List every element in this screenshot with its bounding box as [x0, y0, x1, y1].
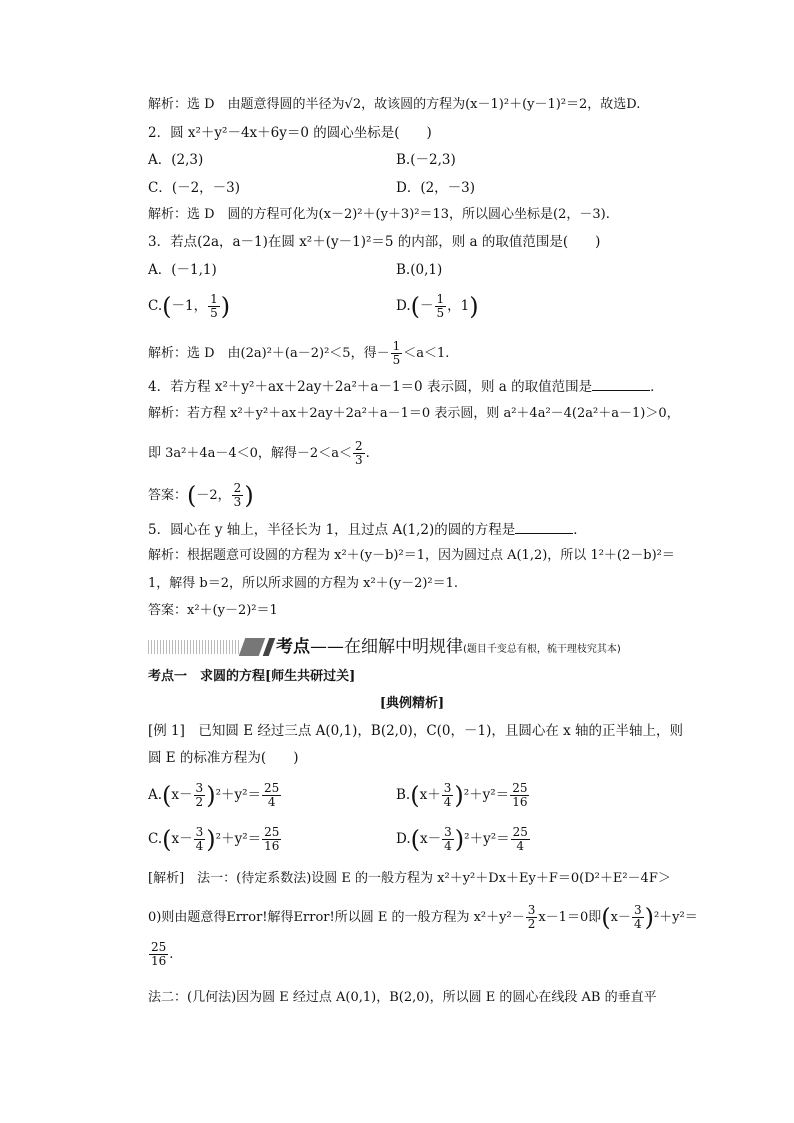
section-banner — [148, 636, 688, 658]
q2-option-d: D．(2，－3) — [396, 180, 476, 196]
fraction: $\frac{3}{4}$ — [633, 903, 642, 931]
answer-q5: 答案：x²＋(y－2)²＝1 — [148, 603, 278, 618]
q3-option-c: C.(－1， $\frac{1}{5}$ ) — [148, 292, 231, 321]
solution-q2: 解析：选 D 圆的方程可化为(x－2)²＋(y＋3)²＝13，所以圆心坐标是(2，－3). — [148, 207, 610, 222]
banner-title: 考点——在细解中明规律(题目千变总有根，梳干理枝究其本) — [276, 637, 621, 657]
q2-option-a: A．(2,3) — [148, 152, 204, 168]
q2-option-c: C．(－2，－3) — [148, 180, 241, 196]
banner-slash-decoration — [263, 638, 276, 656]
analysis-method2: 法二：(几何法)因为圆 E 经过点 A(0,1)，B(2,0)，所以圆 E 的圆心在线段 AB 的垂直平 — [148, 990, 657, 1005]
fraction: $\frac{1}{5}$ — [436, 292, 445, 320]
q3d-label: D. — [396, 298, 411, 314]
solution-q5-line1: 解析：根据题意可设圆的方程为 x²＋(y－b)²＝1，因为圆过点 A(1,2)，所以 1²＋(2－b)²＝ — [148, 548, 675, 563]
fraction: $\frac{3}{2}$ — [195, 781, 204, 809]
fraction: $\frac{2}{3}$ — [354, 439, 363, 467]
fraction: $\frac{25}{16}$ — [264, 825, 280, 853]
fraction: $\frac{1}{5}$ — [392, 339, 401, 367]
q3c-label: C. — [148, 298, 163, 314]
solution-q1: 解析：选 D 由题意得圆的半径为√2，故该圆的方程为(x－1)²＋(y－1)²＝2，故选D. — [148, 97, 641, 112]
question-2: 2．圆 x²＋y²－4x＋6y＝0 的圆心坐标是( ) — [148, 125, 432, 141]
ex1-option-c: C.(x－ $\frac{3}{4}$ )²＋y²＝ $\frac{25}{16}$ — [148, 825, 280, 854]
answer-blank — [515, 519, 573, 534]
fraction: $\frac{1}{5}$ — [210, 292, 218, 320]
q3c-inner: －1， — [171, 298, 208, 314]
fraction: $\frac{2}{3}$ — [233, 481, 242, 509]
solution-q5-line2: 1，解得 b＝2，所以所求圆的方程为 x²＋(y－2)²＝1. — [148, 576, 459, 591]
question-4: 4．若方程 x²＋y²＋ax＋2ay＋2a²＋a－1＝0 表示圆，则 a 的取值范围是 ． — [148, 376, 676, 397]
question-5: 5．圆心在 y 轴上，半径长为 1，且过点 A(1,2)的圆的方程是 ． — [148, 519, 676, 540]
ex1-option-d: D.(x－ $\frac{3}{4}$ )²＋y²＝ $\frac{25}{4}$ — [396, 825, 528, 854]
fraction: $\frac{3}{4}$ — [444, 825, 452, 853]
fraction: $\frac{25}{16}$ — [512, 781, 528, 809]
section-heading: 考点一 求圆的方程[师生共研过关] — [148, 669, 356, 684]
q3-option-a: A．(－1,1) — [148, 262, 217, 278]
q2-option-b: B.(－2,3) — [396, 152, 456, 168]
question-3: 3．若点(2a，a－1)在圆 x²＋(y－1)²＝5 的内部，则 a 的取值范围是( ) — [148, 234, 601, 250]
q3-option-b: B.(0,1) — [396, 262, 443, 278]
solution-q4-line2: 即 3a²＋4a－4＜0，解得－2＜a＜ $\frac{2}{3}$ . — [148, 439, 370, 467]
ex1-option-a: A.(x－ $\frac{3}{2}$ )²＋y²＝ $\frac{25}{4}$ — [148, 781, 280, 810]
q3d-inner: ，1 — [447, 298, 470, 314]
analysis-method1-line2: 0)则由题意得Error!解得Error!所以圆 E 的一般方程为 x²＋y²－ $\frac{3}{2}$ x－1＝0即(x－ $\frac{3}{4}$ )²＋y²＝ — [148, 903, 698, 932]
analysis-method1-line3: $\frac{25}{16}$ . — [151, 940, 174, 968]
fraction: $\frac{3}{2}$ — [527, 903, 536, 931]
example-1-line1: [例 1] 已知圆 E 经过三点 A(0,1)，B(2,0)，C(0，－1)，且圆心在 x 轴的正半轴上，则 — [148, 723, 684, 739]
answer-q4: 答案：(－2， $\frac{2}{3}$ ) — [148, 481, 254, 510]
fraction: $\frac{25}{4}$ — [512, 825, 528, 853]
analysis-method1-line1: [解析] 法一：(待定系数法)设圆 E 的一般方程为 x²＋y²＋Dx＋Ey＋F＝0(D²＋E²－4F＞ — [148, 871, 671, 886]
banner-slash-decoration — [239, 638, 266, 656]
solution-q3: 解析：选 D 由(2a)²＋(a－2)²＜5，得－ $\frac{1}{5}$ ＜a＜1. — [148, 339, 450, 367]
solution-q4-line1: 解析：若方程 x²＋y²＋ax＋2ay＋2a²＋a－1＝0 表示圆，则 a²＋4a²－4(2a²＋a－1)＞0， — [148, 406, 680, 421]
fraction: $\frac{3}{4}$ — [195, 825, 204, 853]
ex1-option-b: B.(x＋ $\frac{3}{4}$ )²＋y²＝ $\frac{25}{16}$ — [396, 781, 528, 810]
fraction: $\frac{3}{4}$ — [443, 781, 452, 809]
subsection-heading: [典例精析] — [379, 696, 445, 711]
example-1-line2: 圆 E 的标准方程为( ) — [148, 750, 299, 766]
fraction: $\frac{25}{16}$ — [151, 940, 167, 968]
banner-hatch-decoration — [148, 640, 240, 654]
fraction: $\frac{25}{4}$ — [264, 781, 280, 809]
answer-blank — [592, 376, 650, 391]
q3-option-d: D.(－ $\frac{1}{5}$ ，1) — [396, 292, 479, 321]
